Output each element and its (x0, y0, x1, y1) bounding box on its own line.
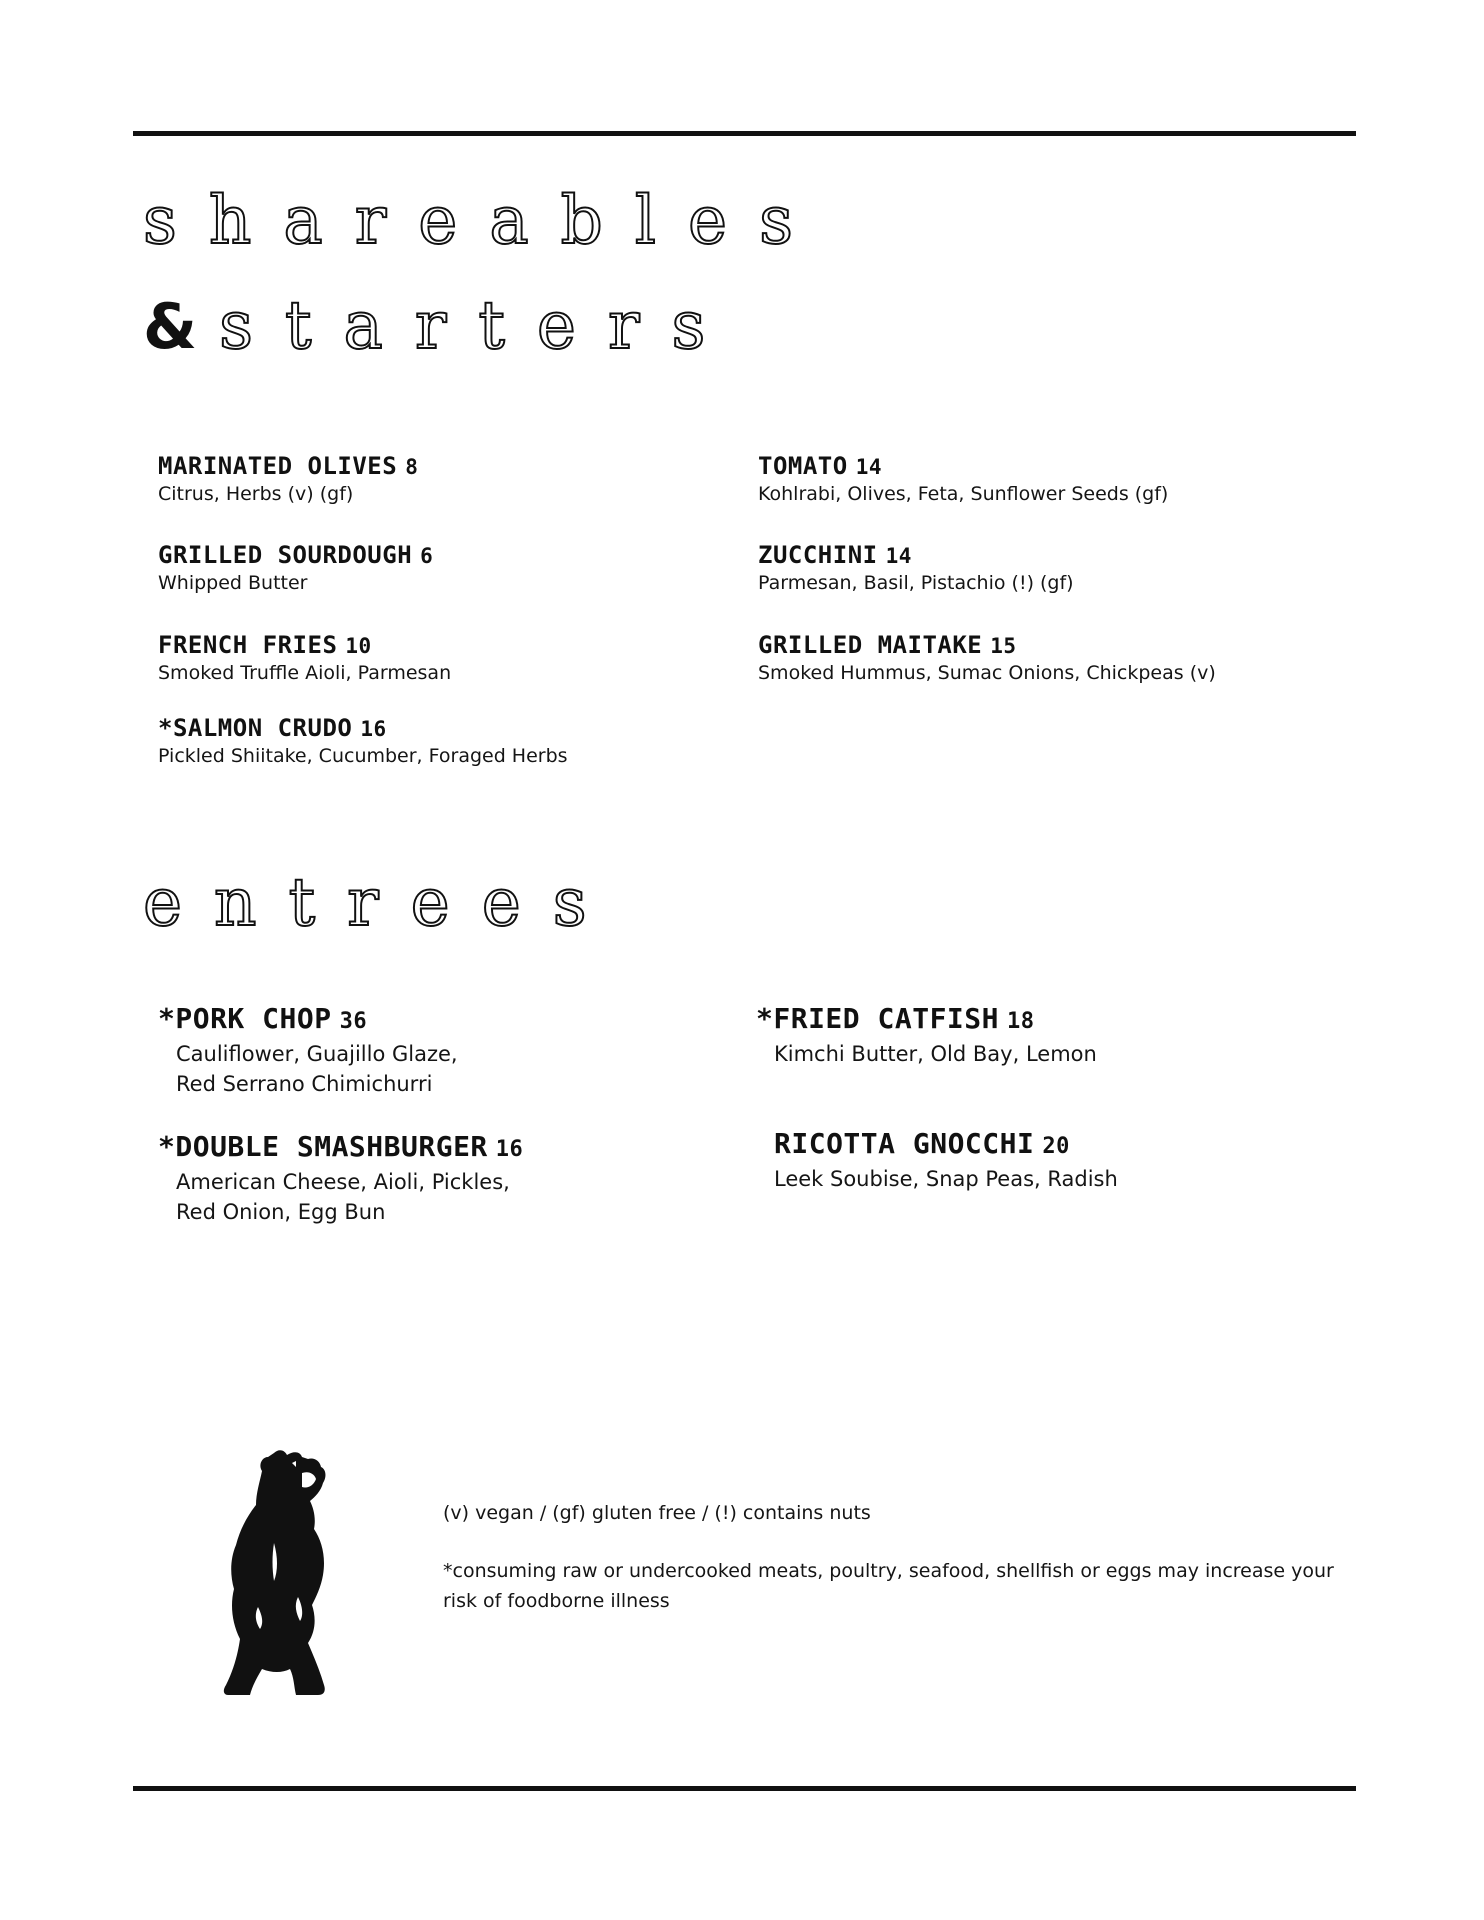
item-name: FRENCH FRIES (158, 631, 338, 659)
menu-item-fried-catfish (756, 1002, 1097, 1069)
item-price: 14 (885, 544, 912, 568)
entrees-heading: entrees (143, 864, 619, 941)
item-description: American Cheese, Aioli, Pickles, Red Onion, Egg Bun (176, 1170, 510, 1224)
starters-heading (143, 287, 738, 364)
item-price: 8 (405, 455, 419, 479)
menu-item-salmon-crudo (158, 714, 568, 769)
item-description: Leek Soubise, Snap Peas, Radish (774, 1167, 1118, 1191)
item-name: ZUCCHINI (758, 541, 878, 569)
menu-item-tomato (758, 452, 1168, 507)
item-description: Whipped Butter (158, 572, 308, 594)
item-name: *FRIED CATFISH (756, 1002, 1000, 1035)
item-name: *SALMON CRUDO (158, 714, 353, 742)
item-price: 36 (339, 1009, 368, 1034)
menu-item-grilled-sourdough (158, 541, 433, 596)
item-name: GRILLED MAITAKE (758, 631, 983, 659)
shareables-heading: shareables (143, 182, 825, 259)
item-price: 16 (495, 1137, 524, 1162)
item-name: RICOTTA GNOCCHI (774, 1127, 1035, 1160)
item-price: 16 (360, 717, 387, 741)
menu-item-double-smashburger (158, 1130, 523, 1227)
item-name: *PORK CHOP (158, 1002, 332, 1035)
item-name: MARINATED OLIVES (158, 452, 398, 480)
top-rule (133, 131, 1356, 136)
item-price: 15 (990, 634, 1017, 658)
menu-item-pork-chop (158, 1002, 458, 1099)
item-price: 20 (1042, 1134, 1070, 1159)
item-price: 6 (420, 544, 434, 568)
dietary-legend: (v) vegan / (gf) gluten free / (!) contains nuts (443, 1502, 871, 1524)
item-name: GRILLED SOURDOUGH (158, 541, 413, 569)
menu-item-marinated-olives (158, 452, 418, 507)
item-description: Smoked Truffle Aioli, Parmesan (158, 662, 452, 684)
menu-item-ricotta-gnocchi (774, 1127, 1118, 1194)
raw-food-warning: *consuming raw or undercooked meats, poultry, seafood, shellfish or eggs may increase your risk of foodborne illness (443, 1560, 1334, 1612)
bottom-rule (133, 1786, 1356, 1791)
item-name: TOMATO (758, 452, 848, 480)
menu-item-zucchini (758, 541, 1074, 596)
item-description: Kimchi Butter, Old Bay, Lemon (774, 1042, 1097, 1066)
item-description: Pickled Shiitake, Cucumber, Foraged Herbs (158, 745, 568, 767)
starters-heading-text: starters (219, 287, 738, 364)
menu-footnotes (443, 1498, 1343, 1644)
ampersand: & (143, 290, 220, 363)
menu-item-grilled-maitake (758, 631, 1216, 686)
bear-icon (190, 1447, 386, 1699)
item-price: 14 (855, 455, 882, 479)
item-name: *DOUBLE SMASHBURGER (158, 1130, 488, 1163)
item-description: Parmesan, Basil, Pistachio (!) (gf) (758, 572, 1074, 594)
item-description: Kohlrabi, Olives, Feta, Sunflower Seeds (gf) (758, 483, 1169, 505)
item-description: Citrus, Herbs (v) (gf) (158, 483, 354, 505)
item-description: Cauliflower, Guajillo Glaze, Red Serrano Chimichurri (176, 1042, 458, 1096)
item-description: Smoked Hummus, Sumac Onions, Chickpeas (v) (758, 662, 1216, 684)
item-price: 18 (1007, 1009, 1035, 1034)
item-price: 10 (345, 634, 372, 658)
menu-item-french-fries (158, 631, 451, 686)
